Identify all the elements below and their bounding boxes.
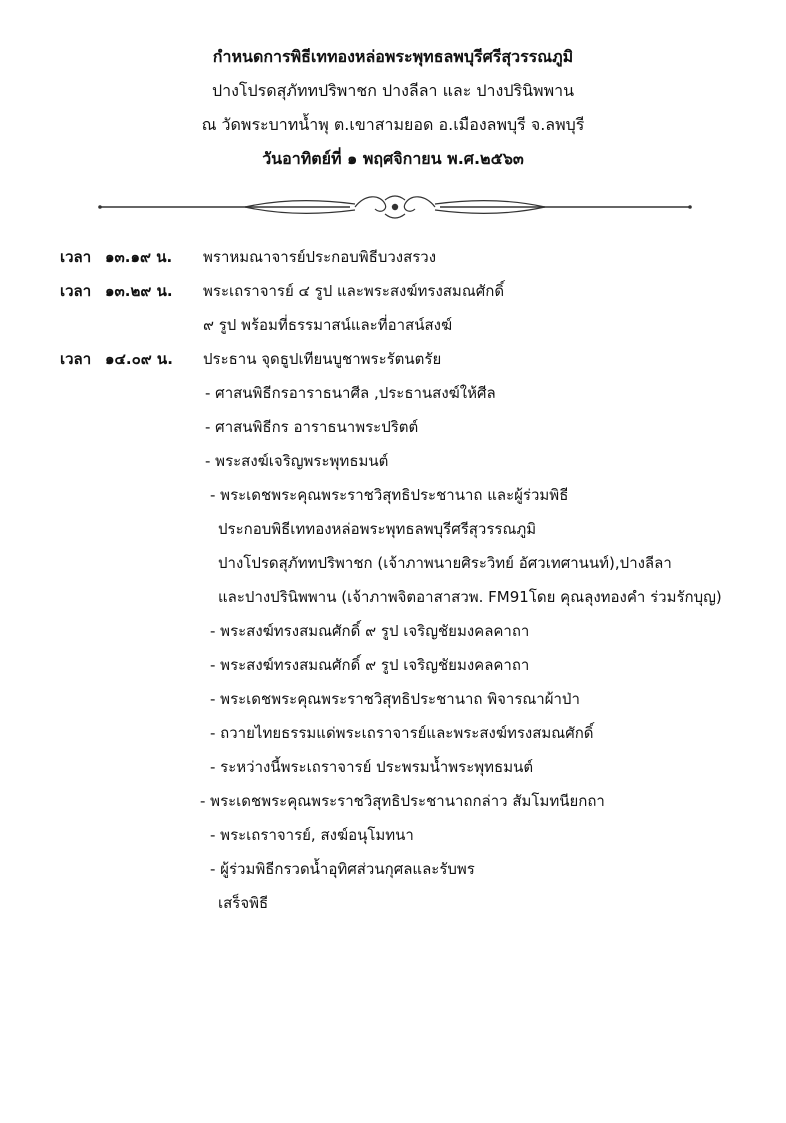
schedule-row (60, 512, 760, 546)
schedule-row (60, 784, 760, 818)
schedule-text: - พระเถราจารย์, สงฆ์อนุโมทนา (210, 826, 414, 844)
time-value: ๑๓.๒๙ น. (105, 282, 173, 300)
schedule-text: ๙ รูป พร้อมที่ธรรมาสน์และที่อาสน์สงฆ์ (203, 316, 453, 334)
schedule-row (60, 750, 760, 784)
subtitle-postures: ปางโปรดสุภัททปริพาชก ปางลีลา และ ปางปรินิพพาน (211, 81, 575, 100)
schedule-row (60, 682, 760, 716)
schedule-row (60, 546, 760, 580)
schedule-row (60, 716, 760, 750)
schedule-text: - ผู้ร่วมพิธีกรวดน้ำอุทิศส่วนกุศลและรับพร (210, 860, 475, 878)
document-title: กำหนดการพิธีเททองหล่อพระพุทธลพบุรีศรีสุวรรณภูมิ (212, 47, 574, 66)
venue-line: ณ วัดพระบาทน้ำพุ ต.เขาสามยอด อ.เมืองลพบุรี จ.ลพบุรี (201, 115, 585, 134)
time-value: ๑๓.๑๙ น. (105, 248, 173, 266)
schedule-text: - ถวายไทยธรรมแด่พระเถราจารย์และพระสงฆ์ทรงสมณศักดิ์ (210, 724, 594, 742)
schedule-row (60, 240, 760, 274)
ornamental-divider (95, 190, 695, 224)
schedule-row (60, 308, 760, 342)
schedule-text: - พระเดชพระคุณพระราชวิสุทธิประชานาถ และผู้ร่วมพิธี (210, 486, 569, 504)
time-label: เวลา (60, 350, 92, 368)
schedule-row (60, 444, 760, 478)
schedule-row (60, 614, 760, 648)
schedule-row (60, 410, 760, 444)
schedule-text: - ระหว่างนี้พระเถราจารย์ ประพรมน้ำพระพุทธมนต์ (210, 758, 534, 776)
schedule-text: - พระเดชพระคุณพระราชวิสุทธิประชานาถ พิจารณาผ้าป่า (210, 690, 580, 708)
schedule-text: - พระสงฆ์ทรงสมณศักดิ์ ๙ รูป เจริญชัยมงคลคาถา (210, 622, 530, 640)
schedule-text: และปางปรินิพพาน (เจ้าภาพจิตอาสาสวพ. FM91โดย คุณลุงทองคำ ร่วมรักบุญ) (218, 588, 722, 606)
time-label: เวลา (60, 248, 92, 266)
schedule-text: ประกอบพิธีเททองหล่อพระพุทธลพบุรีศรีสุวรรณภูมิ (218, 520, 537, 538)
time-label: เวลา (60, 282, 92, 300)
schedule-text: ปางโปรดสุภัททปริพาชก (เจ้าภาพนายศิระวิทย์ อัศวเทศานนท์),ปางลีลา (218, 554, 672, 572)
schedule-text: - ศาสนพิธีกร อาราธนาพระปริตต์ (205, 418, 419, 436)
schedule-row (60, 818, 760, 852)
schedule-row (60, 852, 760, 886)
schedule-text: ประธาน จุดธูปเทียนบูชาพระรัตนตรัย (203, 350, 442, 368)
schedule-row (60, 274, 760, 308)
schedule-row (60, 648, 760, 682)
time-value: ๑๔.๐๙ น. (105, 350, 173, 368)
document-header (0, 40, 786, 176)
schedule-text: - ศาสนพิธีกรอาราธนาศีล ,ประธานสงฆ์ให้ศีล (205, 384, 496, 402)
closing-text: เสร็จพิธี (218, 894, 269, 912)
schedule-text: พระเถราจารย์ ๔ รูป และพระสงฆ์ทรงสมณศักดิ์ (203, 282, 505, 300)
schedule-row (60, 478, 760, 512)
schedule-row (60, 342, 760, 376)
date-line: วันอาทิตย์ที่ ๑ พฤศจิกายน พ.ศ.๒๕๖๓ (262, 149, 524, 168)
schedule-row (60, 580, 760, 614)
schedule-text: พราหมณาจารย์ประกอบพิธีบวงสรวง (203, 248, 437, 266)
schedule-text: - พระสงฆ์เจริญพระพุทธมนต์ (205, 452, 389, 470)
schedule-text: - พระเดชพระคุณพระราชวิสุทธิประชานาถกล่าว สัมโมทนียกถา (200, 792, 605, 810)
schedule-text: - พระสงฆ์ทรงสมณศักดิ์ ๙ รูป เจริญชัยมงคลคาถา (210, 656, 530, 674)
schedule-row (60, 376, 760, 410)
schedule-row (60, 886, 760, 920)
schedule-list (60, 240, 760, 920)
